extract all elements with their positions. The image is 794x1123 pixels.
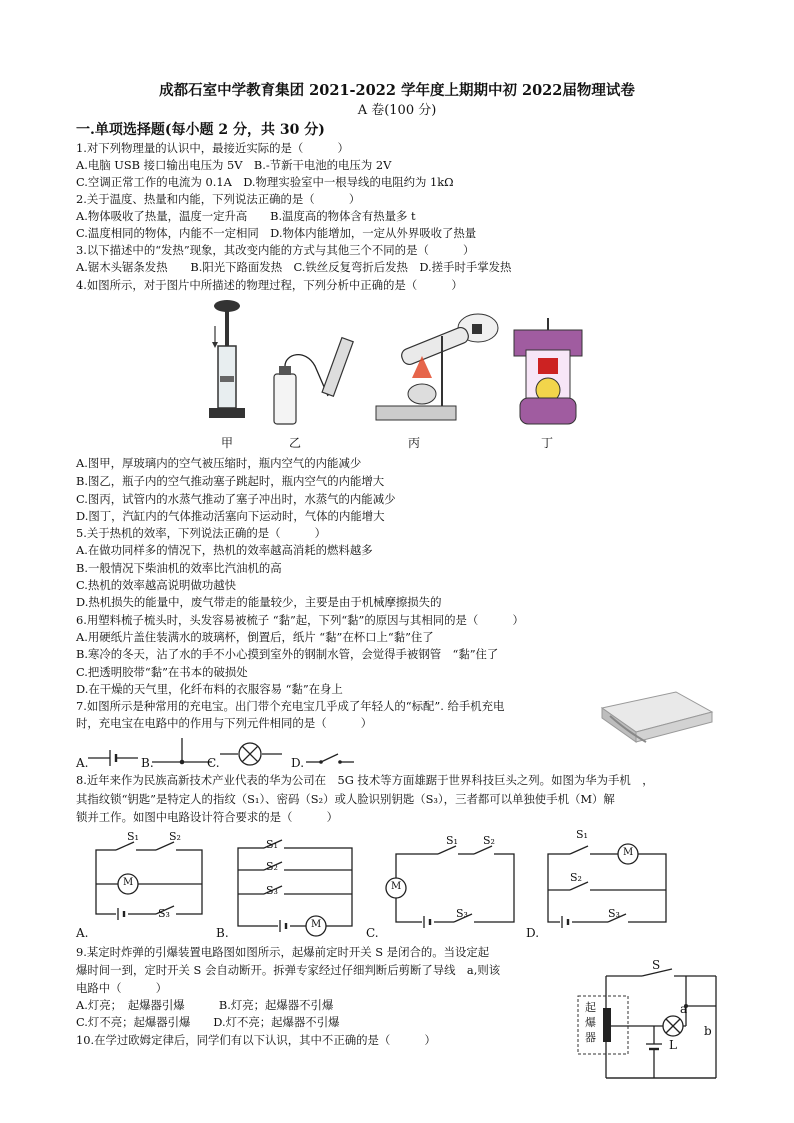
question-9-cont: 爆时间一到，定时开关 S 会自动断开。拆弹专家经过仔细判断后剪断了导线 a,则该 [76, 963, 501, 977]
exam-title: 成都石室中学教育集团 2021-2022 学年度上期期中初 2022届物理试卷 [159, 82, 635, 99]
q6-option-d: D.在干燥的天气里，化纤布料的衣服容易 “黏”在身上 [76, 682, 343, 696]
power-bank-image [596, 690, 716, 746]
question-8-cont: 其指纹锁“钥匙”是特定人的指纹（S₁）、密码（S₂）或人脸识别钥匙（S₃），三者都可以单独使手机（M）解 [76, 792, 615, 806]
q1-options-cd: C.空调正常工作的电流为 0.1A D.物理实验室中一根导线的电阻约为 1kΩ [76, 175, 454, 189]
q5-option-a: A.在做功同样多的情况下，热机的效率越高消耗的燃料越多 [76, 543, 373, 557]
battery-symbol [88, 748, 140, 768]
q5-option-b: B.一般情况下柴油机的效率比汽油机的高 [76, 561, 282, 575]
q8-option-a-label: A. [76, 926, 89, 940]
q8a-s1: S₁ [127, 830, 139, 843]
q9-label-s: S [652, 958, 661, 972]
figure-4-yi-bottle-pump [270, 336, 370, 426]
q4-option-a: A.图甲，厚玻璃内的空气被压缩时，瓶内空气的内能减少 [76, 456, 362, 470]
q3-options: A.锯木头锯条发热 B.阳光下路面发热 C.铁丝反复弯折后发热 D.搓手时手掌发热 [76, 260, 512, 274]
q7-option-d-label: D. [291, 756, 305, 770]
q8-circuit-d [544, 838, 670, 928]
question-9-cont-2: 电路中（ ） [76, 981, 168, 995]
q7-option-b-label: B. [141, 756, 154, 770]
q8b-s1: S₁ [266, 838, 278, 851]
question-6: 6.用塑料梳子梳头时，头发容易被梳子 “黏”起，下列“黏”的原因与其相同的是（ ） [76, 613, 524, 627]
figure-4-label-jia: 甲 [221, 436, 234, 450]
figure-4-label-ding: 丁 [541, 436, 554, 450]
lamp-symbol [220, 740, 284, 768]
q6-option-a: A.用硬纸片盖住装满水的玻璃杯，倒置后，纸片 “黏”在杯口上“黏”住了 [76, 630, 434, 644]
question-7-cont: 时，充电宝在电路中的作用与下列元件相同的是（ ） [76, 716, 373, 730]
figure-4-label-yi: 乙 [289, 436, 302, 450]
question-8-cont-2: 锁并工作。如图中电路设计符合要求的是（ ） [76, 810, 338, 824]
question-7: 7.如图所示是种常用的充电宝。出门带个充电宝几乎成了年轻人的“标配”. 给手机充电 [76, 699, 505, 713]
q8a-s2: S₂ [169, 830, 181, 843]
q8-circuit-b [234, 840, 358, 934]
figure-4-label-bing: 丙 [408, 436, 421, 450]
q5-option-d: D.热机损失的能量中，废气带走的能量较少，主要是由于机械摩擦损失的 [76, 595, 442, 609]
q8b-s2: S₂ [266, 860, 278, 873]
junction-wire-symbol [152, 736, 214, 768]
q9-label-b: b [704, 1024, 712, 1038]
q8-option-b-label: B. [216, 926, 229, 940]
question-1: 1.对下列物理量的认识中，最接近实际的是（ ） [76, 141, 349, 155]
exam-subtitle: A 卷(100 分) [357, 103, 437, 118]
q7-option-c-label: C. [207, 756, 220, 770]
figure-4-bing-test-tube-steam [372, 306, 502, 426]
q8-option-d-label: D. [526, 926, 540, 940]
q8-option-c-label: C. [366, 926, 379, 940]
q9-label-detonator: 起爆器 [585, 1001, 596, 1044]
section-heading: 一.单项选择题(每小题 2 分，共 30 分) [76, 122, 325, 138]
q8c-s2: S₂ [483, 834, 495, 847]
q8c-s3: S₃ [456, 907, 468, 920]
figure-4-jia-compression-cylinder [205, 296, 255, 426]
switch-symbol [306, 748, 358, 768]
q8-circuit-a [92, 828, 206, 922]
q6-option-b: B.寒冷的冬天，沾了水的手不小心摸到室外的钢制水管，会觉得手被钢管 “黏”住了 [76, 647, 499, 661]
q8b-m: M [311, 919, 322, 930]
q7-option-a-label: A. [76, 756, 89, 770]
question-8: 8.近年来作为民族高新技术产业代表的华为公司在 5G 技术等方面雄踞于世界科技巨头之列。如图为华为手机 ， [76, 773, 654, 787]
q5-option-c: C.热机的效率越高说明做功越快 [76, 578, 237, 592]
q8-circuit-c [384, 838, 518, 928]
q9-options-cd: C.灯不亮；起爆器引爆 D.灯不亮；起爆器不引爆 [76, 1015, 340, 1029]
q8d-s1: S₁ [576, 828, 588, 841]
q8d-s3: S₃ [608, 907, 620, 920]
question-4: 4.如图所示，对于图片中所描述的物理过程，下列分析中正确的是（ ） [76, 278, 463, 292]
figure-4-ding-engine-cylinder [512, 318, 584, 428]
q8a-s3: S₃ [158, 907, 170, 920]
q2-options-ab: A.物体吸收了热量，温度一定升高 B.温度高的物体含有热量多 t [76, 209, 416, 223]
q2-options-cd: C.温度相同的物体，内能不一定相同 D.物体内能增加，一定从外界吸收了热量 [76, 226, 477, 240]
question-2: 2.关于温度、热量和内能，下列说法正确的是（ ） [76, 192, 361, 206]
q9-label-l: L [669, 1038, 677, 1052]
question-3: 3.以下描述中的“发热”现象，其改变内能的方式与其他三个不同的是（ ） [76, 243, 475, 257]
q8a-m: M [123, 877, 134, 888]
q4-option-b: B.图乙，瓶子内的空气推动塞子跳起时，瓶内空气的内能增大 [76, 474, 385, 488]
q8d-s2: S₂ [570, 871, 582, 884]
q8c-m: M [391, 881, 402, 892]
q8c-s1: S₁ [446, 834, 458, 847]
q4-option-d: D.图丁，汽缸内的气体推动活塞向下运动时，气体的内能增大 [76, 509, 385, 523]
q4-option-c: C.图丙，试管内的水蒸气推动了塞子冲出时，水蒸气的内能减少 [76, 492, 396, 506]
question-10: 10.在学过欧姆定律后，同学们有以下认识，其中不正确的是（ ） [76, 1033, 436, 1047]
question-9: 9.某定时炸弹的引爆装置电路图如图所示，起爆前定时开关 S 是闭合的。当设定起 [76, 945, 490, 959]
q8b-s3: S₃ [266, 884, 278, 897]
q9-options-ab: A.灯亮； 起爆器引爆 B.灯亮；起爆器不引爆 [76, 998, 334, 1012]
q1-options-ab: A.电脑 USB 接口输出电压为 5V B.-节新干电池的电压为 2V [76, 158, 392, 172]
q9-label-a: a [680, 1002, 688, 1016]
question-5: 5.关于热机的效率，下列说法正确的是（ ） [76, 526, 327, 540]
q8d-m: M [623, 847, 634, 858]
q6-option-c: C.把透明胶带“黏”在书本的破损处 [76, 665, 248, 679]
